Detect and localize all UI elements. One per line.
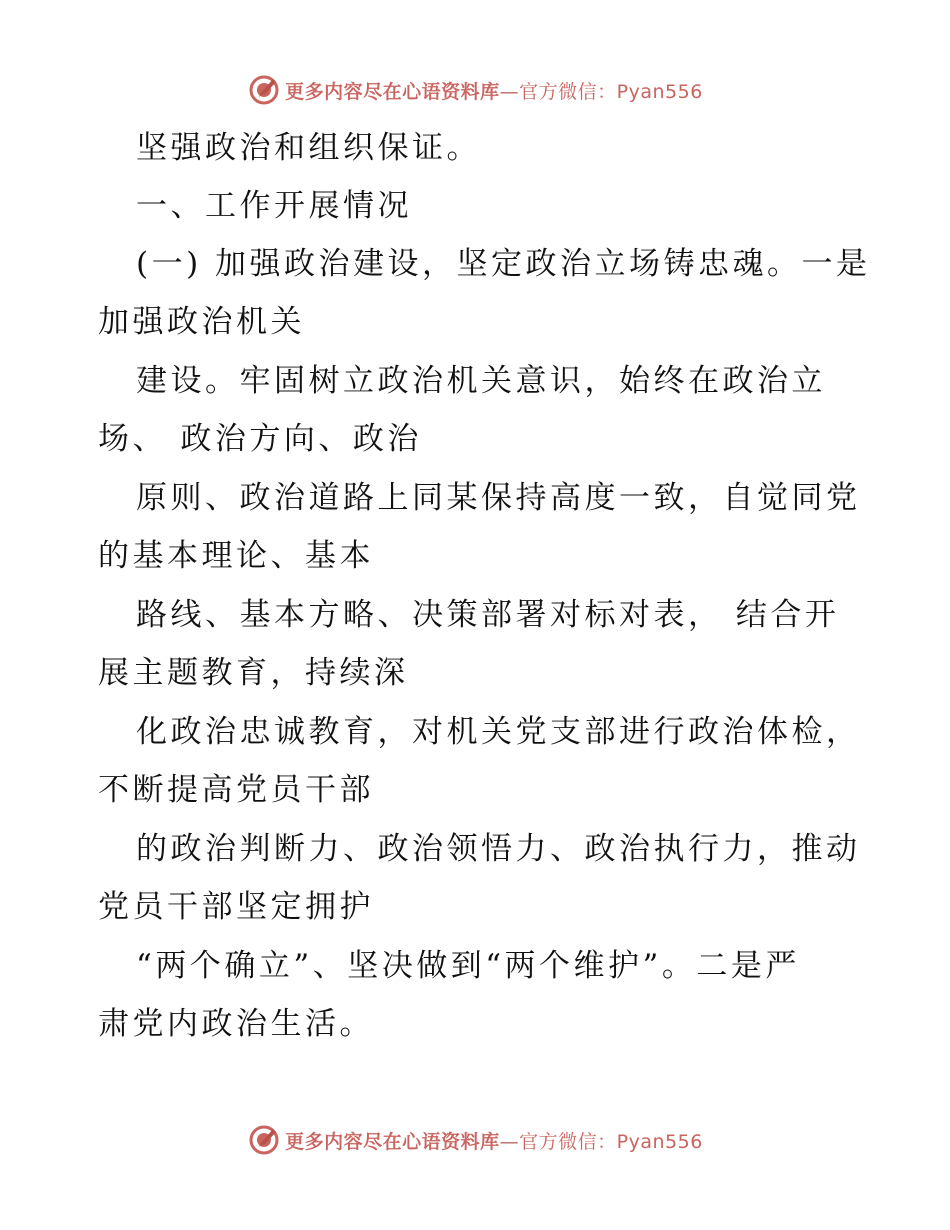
text-line: “两个确立”、坚决做到“两个维护”。二是严: [136, 948, 800, 984]
pen-nib-logo-icon: [247, 1123, 281, 1157]
section-heading: 一、工作开展情况: [136, 188, 412, 224]
watermark-rest: 官方微信：Pyan556: [519, 1130, 703, 1153]
text-line: 肃党内政治生活。: [98, 1006, 374, 1042]
header-watermark: [0, 72, 950, 108]
text-line: 路线、基本方略、决策部署对标对表， 结合开: [136, 597, 840, 633]
footer-watermark: [0, 1122, 950, 1158]
text-line: 的政治判断力、政治领悟力、政治执行力，推动: [136, 831, 861, 867]
text-line: 化政治忠诚教育，对机关党支部进行政治体检，: [136, 714, 861, 750]
text-line: 坚强政治和组织保证。: [136, 130, 481, 166]
watermark-brand: 更多内容尽在心语资料库: [285, 80, 500, 103]
text-line: 展主题教育，持续深: [98, 655, 409, 691]
text-line: 建设。牢固树立政治机关意识，始终在政治立: [136, 363, 826, 399]
text-line: 场、 政治方向、政治: [98, 421, 422, 457]
text-line: 加强政治机关: [98, 304, 305, 340]
text-line: 不断提高党员干部: [98, 772, 374, 808]
text-line: 的基本理论、基本: [98, 538, 374, 574]
text-line: 原则、政治道路上同某保持高度一致，自觉同党: [136, 480, 861, 516]
watermark-separator: —: [499, 1130, 520, 1153]
watermark-brand: 更多内容尽在心语资料库: [285, 1130, 500, 1153]
text-line: (一) 加强政治建设，坚定政治立场铸忠魂。一是: [136, 246, 871, 282]
text-line: 党员干部坚定拥护: [98, 889, 374, 925]
watermark-rest: 官方微信：Pyan556: [519, 80, 703, 103]
pen-nib-logo-icon: [247, 73, 281, 107]
watermark-separator: —: [499, 80, 520, 103]
